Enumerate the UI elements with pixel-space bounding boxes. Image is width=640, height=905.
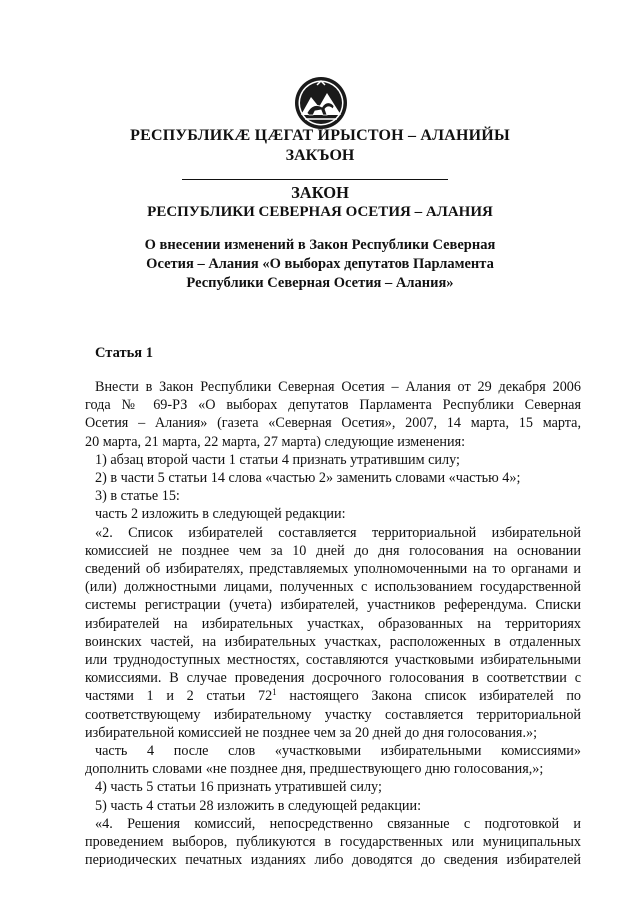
body-line: 20 марта, 21 марта, 22 марта, 27 марта) следующие изменения:: [85, 433, 466, 450]
article-body: [85, 378, 581, 869]
body-line: периодических печатных изданиях либо доводятся до сведения избирателей: [85, 852, 581, 869]
body-line: 3) в статье 15:: [95, 488, 180, 505]
body-line-part: частями 1 и 2 статьи 72: [85, 688, 273, 705]
body-line: (или) должностными лицами, полученных с использованием государственной: [85, 579, 581, 596]
body-line: Внести в Закон Республики Северная Осетия – Алания от 29 декабря 2006: [95, 379, 581, 395]
coat-of-arms-emblem: [293, 75, 349, 131]
body-line: Осетия – Алания» (газета «Северная Осетия», 2007, 14 марта, 15 марта,: [85, 415, 581, 432]
body-line: избирателей на избирательных участках, образованных на территориях: [85, 615, 581, 632]
law-word-russian: ЗАКОН: [291, 183, 349, 202]
body-line: «2. Список избирателей составляется территориальной избирательной: [95, 524, 581, 541]
article-superscript: 1: [272, 687, 277, 698]
body-line: сведений об избирателях, представляемых уполномоченными на то органами и: [85, 561, 581, 578]
body-line: проведением выборов, публикуются в государственных или муниципальных: [85, 834, 581, 851]
body-line: системы регистрации (учета) избирателей, участников референдума. Списки: [85, 597, 581, 614]
law-title-line-2: Осетия – Алания «О выборах депутатов Парламента: [146, 256, 494, 272]
body-line: избирательной комиссией не позднее чем за 20 дней до дня голосования.»;: [85, 724, 538, 741]
republic-name-russian: РЕСПУБЛИКИ СЕВЕРНАЯ ОСЕТИЯ – АЛАНИЯ: [147, 204, 493, 220]
body-line: комиссией не позднее чем за 10 дней до дня голосования на основании: [85, 542, 581, 559]
body-line: часть 4 после слов «участковыми избирательными комиссиями»: [95, 743, 581, 760]
body-line-part: настоящего Закона список избирателей по: [276, 688, 582, 705]
body-line: 1) абзац второй части 1 статьи 4 признать утратившим силу;: [95, 451, 460, 468]
body-line: 2) в части 5 статьи 14 слова «частью 2» заменить словами «частью 4»;: [95, 470, 521, 487]
body-line: 5) часть 4 статьи 28 изложить в следующей редакции:: [95, 797, 422, 814]
body-line: воинских частей, на избирательных участках, расположенных в отдаленных: [85, 633, 581, 650]
body-line: «4. Решения комиссий, непосредственно связанные с подготовкой и: [95, 815, 581, 832]
law-title-line-1: О внесении изменений в Закон Республики Северная: [144, 237, 496, 253]
header-divider: [182, 179, 448, 180]
body-line: комиссиями. В случае проведения досрочного голосования в соответствии с: [85, 670, 581, 687]
body-line: года № 69-РЗ «О выборах депутатов Парламента Республики Северная: [85, 397, 581, 414]
body-line: часть 2 изложить в следующей редакции:: [95, 506, 346, 523]
article-heading: Статья 1: [95, 345, 153, 361]
body-line: или труднодоступных местностях, составляются участковыми избирательными: [85, 652, 581, 669]
body-line: дополнить словами «не позднее дня, предшествующего дню голосования,»;: [85, 761, 544, 778]
republic-name-ossetian: РЕСПУБЛИКÆ ЦÆГАТ ИРЫСТОН – АЛАНИЙЫ: [130, 127, 510, 144]
body-line: 4) часть 5 статьи 16 признать утратившей силу;: [95, 779, 382, 796]
body-line: соответствующему избирательному участку составляется территориальной: [85, 706, 581, 723]
law-word-ossetian: ЗАКЪОН: [285, 147, 355, 164]
body-line: [85, 687, 581, 705]
law-title-line-3: Республики Северная Осетия – Алания»: [186, 275, 454, 291]
